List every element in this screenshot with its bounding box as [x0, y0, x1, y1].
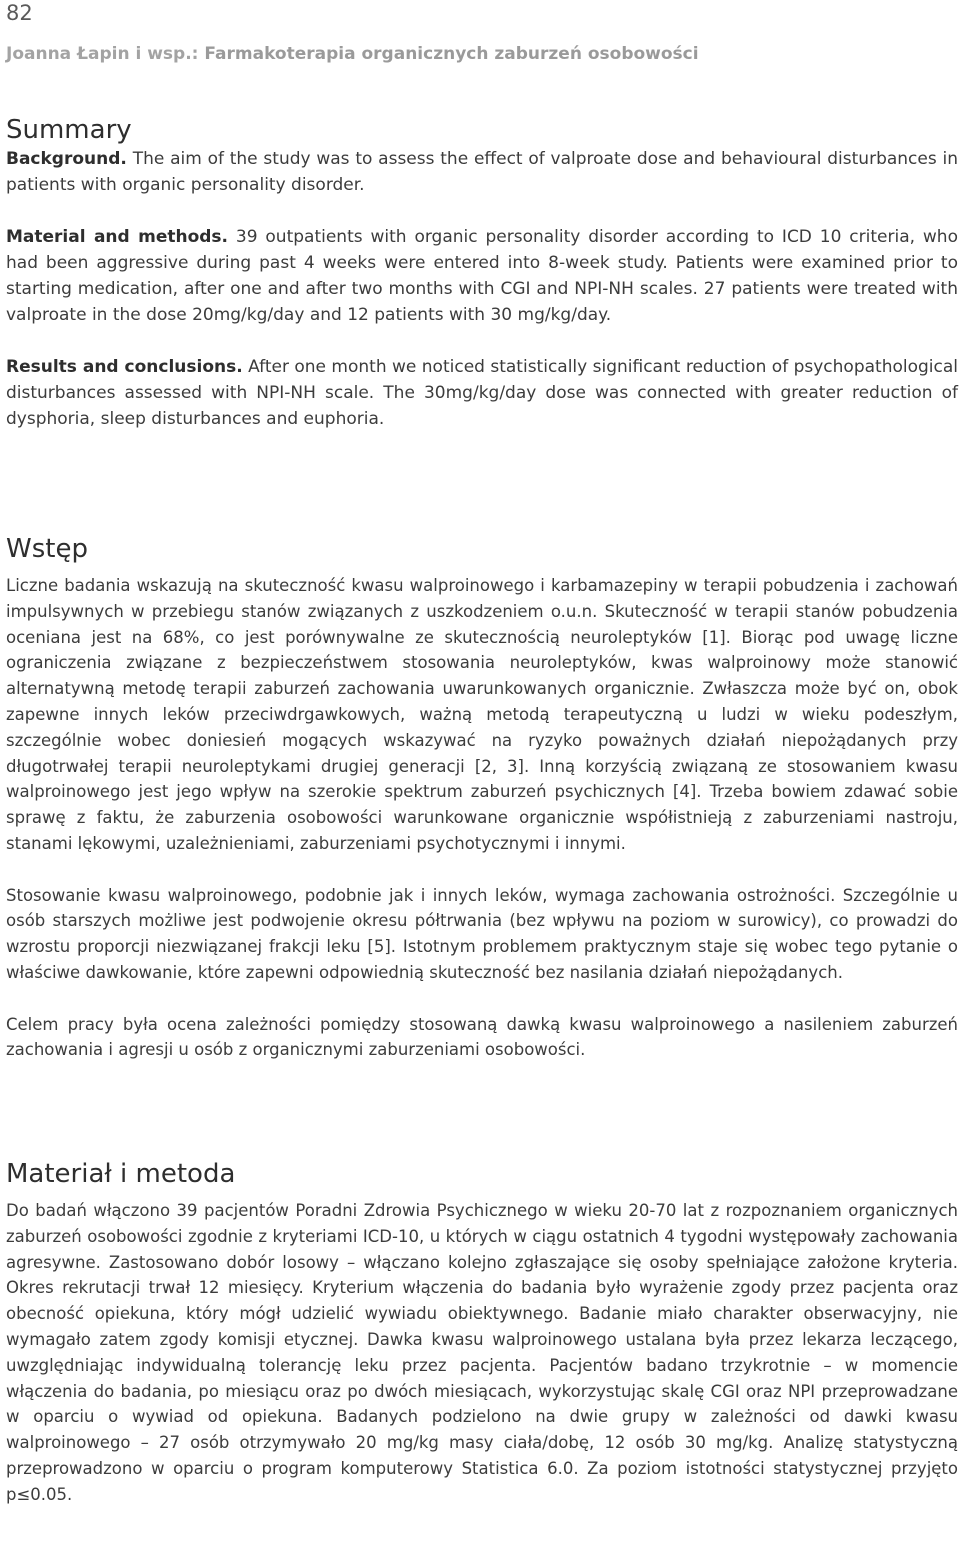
background-label: Background.: [6, 149, 127, 169]
background-text: The aim of the study was to assess the effect of valproate dose and behavioural disturbances in patients with organic personality disorder.: [6, 149, 958, 195]
running-head-title: Farmakoterapia organicznych zaburzeń osobowości: [204, 44, 699, 64]
intro-heading: Wstęp: [6, 534, 88, 564]
summary-results: [6, 354, 958, 432]
methods-label: Material and methods.: [6, 227, 228, 247]
intro-paragraph: Liczne badania wskazują na skuteczność kwasu walproinowego i karbamazepiny w terapii pobudzenia i zachowań impulsywnych w przebiegu stanów związanych z uszkodzeniem o.u.n. Skuteczność w terapii stanów pobudzenia oceniana jest na 68%, co jest porównywalne ze skutecznością neuroleptyków [1]. Biorąc pod uwagę liczne ograniczenia związane z bezpieczeństwem stosowania neuroleptyków, kwas walproinowy może stanowić alternatywną metodę terapii zaburzeń zachowania uwarunkowanych organicznie. Zwłaszcza może być on, obok zapewne innych leków przeciwdrgawkowych, ważną metodą terapeutyczną u ludzi w wieku podeszłym, szczególnie wobec doniesień mogących wskazywać na ryzyko poważnych działań niepożądanych przy długotrwałej terapii neuroleptykami drugiej generacji [2, 3]. Inną korzyścią związaną ze stosowaniem kwasu walproinowego jest jego wpływ na szerokie spektrum zaburzeń psychicznych [4]. Trzeba bowiem zdawać sobie sprawę z faktu, że zaburzenia osobowości warunkowane organicznie współistnieją z zaburzeniami nastroju, stanami lękowymi, uzależnieniami, zaburzeniami psychotycznymi i innymi.: [6, 576, 958, 853]
running-head-authors: Joanna Łapin i wsp.:: [6, 44, 199, 64]
intro-paragraph: Celem pracy była ocena zależności pomiędzy stosowaną dawką kwasu walproinowego a nasileniem zaburzeń zachowania i agresji u osób z organicznymi zaburzeniami osobowości.: [6, 1014, 958, 1060]
methods-section: [6, 1158, 958, 1508]
summary-section: [6, 114, 958, 432]
results-label: Results and conclusions.: [6, 357, 243, 377]
intro-section: [6, 533, 958, 1063]
running-head: [6, 43, 699, 65]
methods-paragraph: Do badań włączono 39 pacjentów Poradni Zdrowia Psychicznego w wieku 20-70 lat z rozpoznaniem organicznych zaburzeń osobowości zgodnie z kryteriami ICD-10, u których w ciągu ostatnich 4 tygodni występowały zachowania agresywne. Zastosowano dobór losowy – włączano kolejno zgłaszające się osoby spełniające założone kryteria. Okres rekrutacji trwał 12 miesięcy. Kryterium włączenia do badania było wyrażenie zgody przez pacjenta oraz obecność opiekuna, który mógł udzielić wywiadu obiektywnego. Badanie miało charakter obserwacyjny, nie wymagało zatem zgody komisji etycznej. Dawka kwasu walproinowego ustalana była przez lekarza leczącego, uwzględniając indywidualną tolerancję leku przez pacjenta. Pacjentów badano trzykrotnie – w momencie włączenia do badania, po miesiącu oraz po dwóch miesiącach, wykorzystując skalę CGI oraz NPI przeprowadzane w oparciu o wywiad od opiekuna. Badanych podzielono na dwie grupy w zależności od dawki kwasu walproinowego – 27 osób otrzymywało 20 mg/kg masy ciała/dobę, 12 osób 30 mg/kg. Analizę statystyczną przeprowadzono w oparciu o program komputerowy Statistica 6.0. Za poziom istotności statystycznej przyjęto p≤0.05.: [6, 1201, 958, 1504]
results-text: After one month we noticed statistically significant reduction of psychopathological disturbances assessed with NPI-NH scale. The 30mg/kg/day dose was connected with greater reduction of dysphoria, sleep disturbances and euphoria.: [6, 357, 959, 429]
summary-background: [6, 146, 958, 198]
summary-heading: Summary: [6, 115, 132, 145]
intro-paragraph: Stosowanie kwasu walproinowego, podobnie jak i innych leków, wymaga zachowania ostrożności. Szczególnie u osób starszych możliwe jest podwojenie okresu półtrwania (bez wpływu na poziom w surowicy), co prowadzi do wzrostu proporcji niezwiązanej frakcji leku [5]. Istotnym problemem praktycznym staje się wobec tego pytanie o właściwe dawkowanie, które zapewni odpowiednią skuteczność bez nasilania działań niepożądanych.: [6, 885, 958, 982]
methods-text: 39 outpatients with organic personality disorder according to ICD 10 criteria, who had been aggressive during past 4 weeks were entered into 8-week study. Patients were examined prior to starting medication, after one and after two months with CGI and NPI-NH scales. 27 patients were treated with valproate in the dose 20mg/kg/day and 12 patients with 30 mg/kg/day.: [6, 227, 958, 325]
summary-methods: [6, 224, 958, 328]
methods-heading: Materiał i metoda: [6, 1159, 236, 1189]
page-number: 82: [6, 1, 33, 25]
